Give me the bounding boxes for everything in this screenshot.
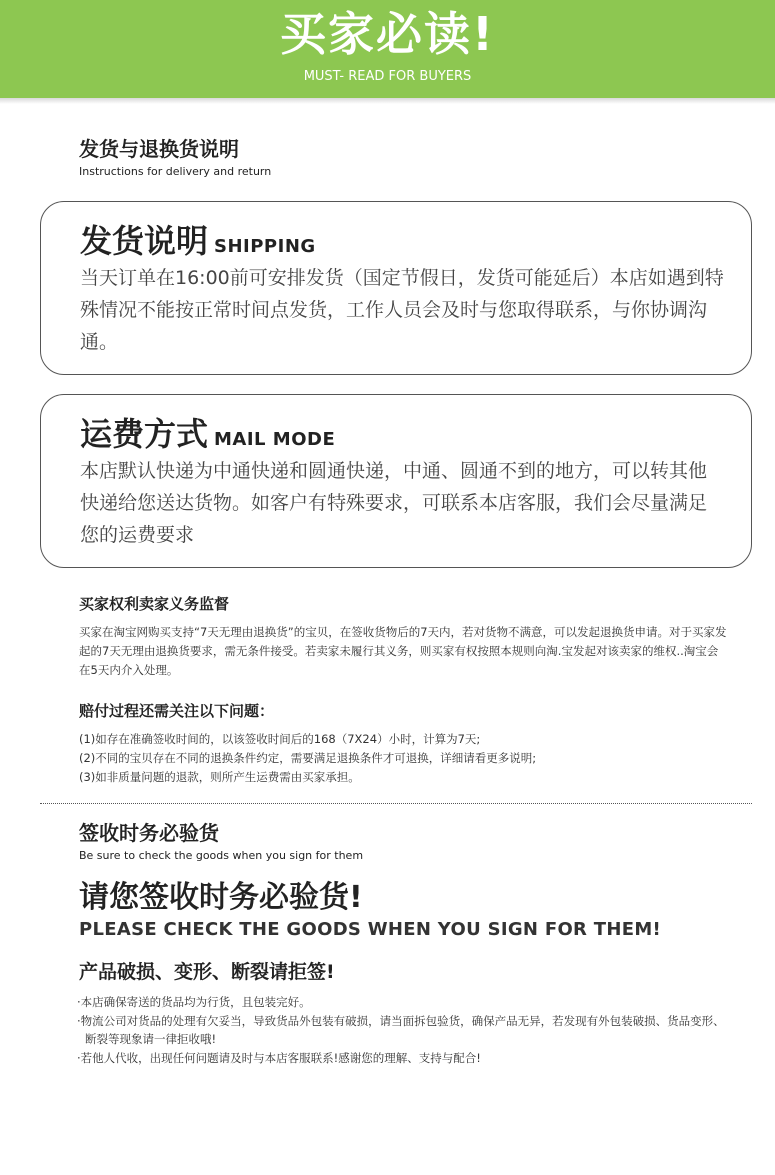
shipping-card-heading xyxy=(80,216,316,262)
banner-shadow xyxy=(0,98,775,104)
delivery-section-subtitle: Instructions for delivery and return xyxy=(79,165,272,178)
shipping-title-cn: 发货说明 xyxy=(80,222,209,260)
list-item: ·若他人代收，出现任何问题请及时与本店客服联系!感谢您的理解、支持与配合! xyxy=(77,1050,481,1065)
list-item: ·本店确保寄送的货品均为行货，且包装完好。 xyxy=(77,995,311,1009)
mail-title-cn: 运费方式 xyxy=(80,415,209,453)
banner-subtitle: MUST- READ FOR BUYERS xyxy=(303,69,472,84)
mail-mode-card xyxy=(40,394,752,568)
mail-card-heading xyxy=(80,409,335,455)
list-item: ·物流公司对货品的处理有欠妥当，导致货品外包装有破损，请当面拆包验货，确保产品无异，若发现有外包装破损、货品变形、断裂等现象请一律拒收哦! xyxy=(77,1013,725,1046)
claims-title: 赔付过程还需关注以下问题： xyxy=(79,702,275,720)
mail-title-en: MAIL MODE xyxy=(214,429,336,450)
rights-body: 买家在淘宝网购买支持“7天无理由退换货”的宝贝，在签收货物后的7天内，若对货物不满意，可以发起退换货申请。对于买家发起的7天无理由退换货要求，需无条件接受。若卖家未履行其义务，则买家有权按照本规则向淘.宝发起对该卖家的维权..淘宝会在5天内介入处理。 xyxy=(79,625,727,677)
claims-list xyxy=(79,730,729,787)
banner-title: 买家必读! xyxy=(280,7,495,61)
rights-title: 买家权利卖家义务监督 xyxy=(79,595,230,613)
section-divider xyxy=(40,803,752,804)
list-item: (2)不同的宝贝存在不同的退换条件约定，需要满足退换条件才可退换，详细请看更多说明; xyxy=(79,751,537,765)
sign-headline-cn: 请您签收时务必验货! xyxy=(79,880,363,915)
shipping-body: 当天订单在16:00前可安排发货（国定节假日，发货可能延后）本店如遇到特殊情况不能按正常时间点发货，工作人员会及时与您取得联系，与你协调沟通。 xyxy=(80,267,724,353)
header-banner xyxy=(0,0,775,98)
reject-title: 产品破损、变形、断裂请拒签! xyxy=(79,961,335,983)
list-item: (3)如非质量问题的退款，则所产生运费需由买家承担。 xyxy=(79,770,360,784)
sign-section-title: 签收时务必验货 xyxy=(79,821,219,845)
sign-section-subtitle: Be sure to check the goods when you sign for them xyxy=(79,849,364,862)
shipping-title-en: SHIPPING xyxy=(214,236,316,257)
mail-body: 本店默认快递为中通快递和圆通快递，中通、圆通不到的地方，可以转其他快递给您送达货物。如客户有特殊要求，可联系本店客服，我们会尽量满足您的运费要求 xyxy=(80,460,708,546)
notes-list xyxy=(77,993,727,1067)
delivery-section-title: 发货与退换货说明 xyxy=(79,137,239,161)
list-item: (1)如存在准确签收时间的，以该签收时间后的168（7X24）小时，计算为7天; xyxy=(79,732,481,746)
sign-headline-en: PLEASE CHECK THE GOODS WHEN YOU SIGN FOR THEM! xyxy=(79,919,662,940)
shipping-card xyxy=(40,201,752,375)
